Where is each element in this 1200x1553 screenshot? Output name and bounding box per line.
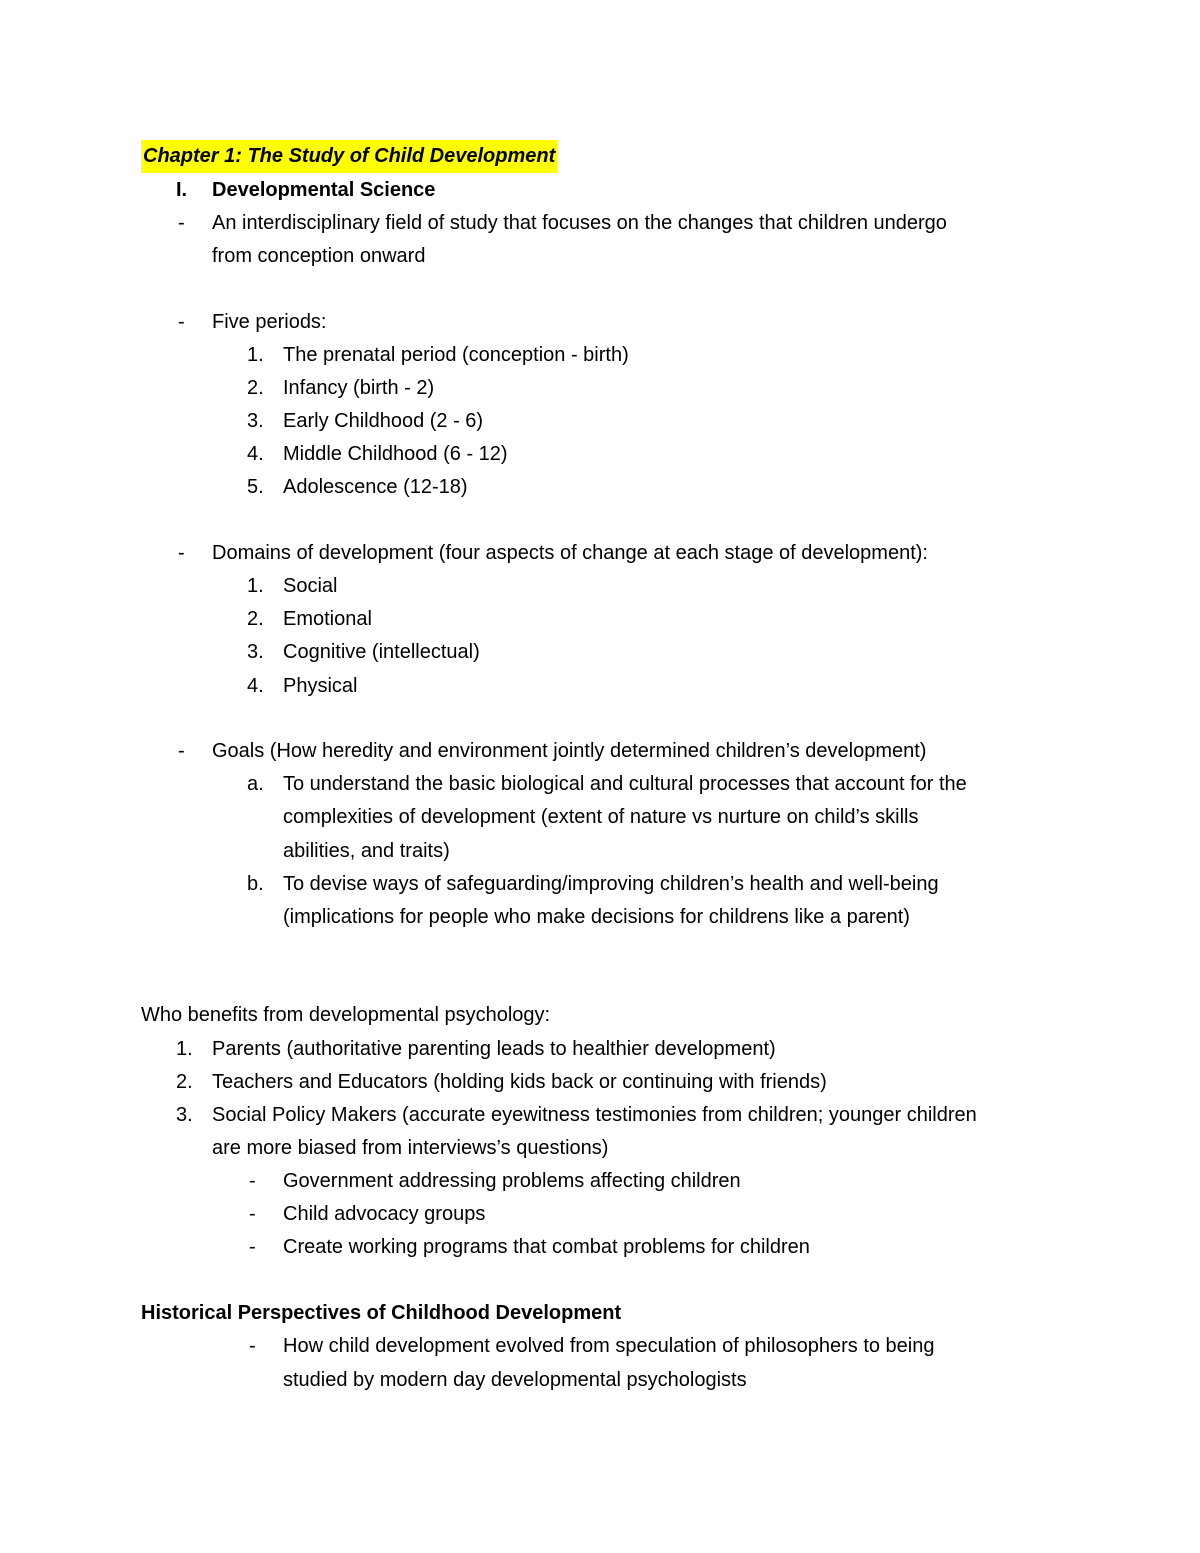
sub-item-text: Create working programs that combat problems for children (283, 1236, 810, 1258)
sub-item-text: Government addressing problems affecting children (283, 1170, 741, 1192)
domains-label: Domains of development (four aspects of change at each stage of development): (212, 542, 928, 564)
dash-bullet: - (249, 1335, 256, 1357)
list-letter: a. (247, 773, 264, 795)
periods-label: Five periods: (212, 311, 327, 333)
period-text: Adolescence (12-18) (283, 476, 468, 498)
list-number: 3. (176, 1104, 193, 1126)
benefit-text: Parents (authoritative parenting leads to healthier development) (212, 1038, 776, 1060)
chapter-title: Chapter 1: The Study of Child Development (141, 140, 557, 173)
period-text: Infancy (birth - 2) (283, 377, 435, 399)
list-number: 2. (247, 377, 264, 399)
goal-text: (implications for people who make decisions for childrens like a parent) (283, 906, 910, 928)
list-number: 2. (247, 608, 264, 630)
domain-text: Emotional (283, 608, 372, 630)
definition-text: An interdisciplinary field of study that focuses on the changes that children undergo (212, 212, 947, 234)
dash-bullet: - (178, 542, 185, 564)
goal-text: abilities, and traits) (283, 840, 450, 862)
benefit-text: Teachers and Educators (holding kids back or continuing with friends) (212, 1071, 827, 1093)
list-number: 3. (247, 410, 264, 432)
period-text: Early Childhood (2 - 6) (283, 410, 484, 432)
dash-bullet: - (178, 740, 185, 762)
list-number: 5. (247, 476, 264, 498)
list-number: 3. (247, 641, 264, 663)
section-heading: Developmental Science (212, 179, 436, 201)
domain-text: Cognitive (intellectual) (283, 641, 480, 663)
dash-bullet: - (178, 212, 185, 234)
benefit-text: are more biased from interviews’s questions) (212, 1137, 609, 1159)
list-letter: b. (247, 873, 264, 895)
dash-bullet: - (249, 1203, 256, 1225)
list-number: 2. (176, 1071, 193, 1093)
dash-bullet: - (178, 311, 185, 333)
list-number: 4. (247, 675, 264, 697)
historical-text: studied by modern day developmental psychologists (283, 1369, 747, 1391)
definition-text: from conception onward (212, 245, 426, 267)
benefit-text: Social Policy Makers (accurate eyewitness testimonies from children; younger children (212, 1104, 977, 1126)
list-number: 1. (247, 575, 264, 597)
period-text: Middle Childhood (6 - 12) (283, 443, 508, 465)
benefits-label: Who benefits from developmental psychology: (141, 1004, 551, 1026)
dash-bullet: - (249, 1170, 256, 1192)
goals-label: Goals (How heredity and environment jointly determined children’s development) (212, 740, 927, 762)
goal-text: complexities of development (extent of nature vs nurture on child’s skills (283, 806, 919, 828)
historical-heading: Historical Perspectives of Childhood Development (141, 1302, 622, 1324)
goal-text: To devise ways of safeguarding/improving children’s health and well-being (283, 873, 939, 895)
sub-item-text: Child advocacy groups (283, 1203, 486, 1225)
dash-bullet: - (249, 1236, 256, 1258)
roman-numeral-marker: I. (176, 179, 188, 201)
domain-text: Social (283, 575, 338, 597)
goal-text: To understand the basic biological and cultural processes that account for the (283, 773, 967, 795)
domain-text: Physical (283, 675, 358, 697)
period-text: The prenatal period (conception - birth) (283, 344, 629, 366)
list-number: 4. (247, 443, 264, 465)
historical-text: How child development evolved from speculation of philosophers to being (283, 1335, 935, 1357)
list-number: 1. (176, 1038, 193, 1060)
list-number: 1. (247, 344, 264, 366)
